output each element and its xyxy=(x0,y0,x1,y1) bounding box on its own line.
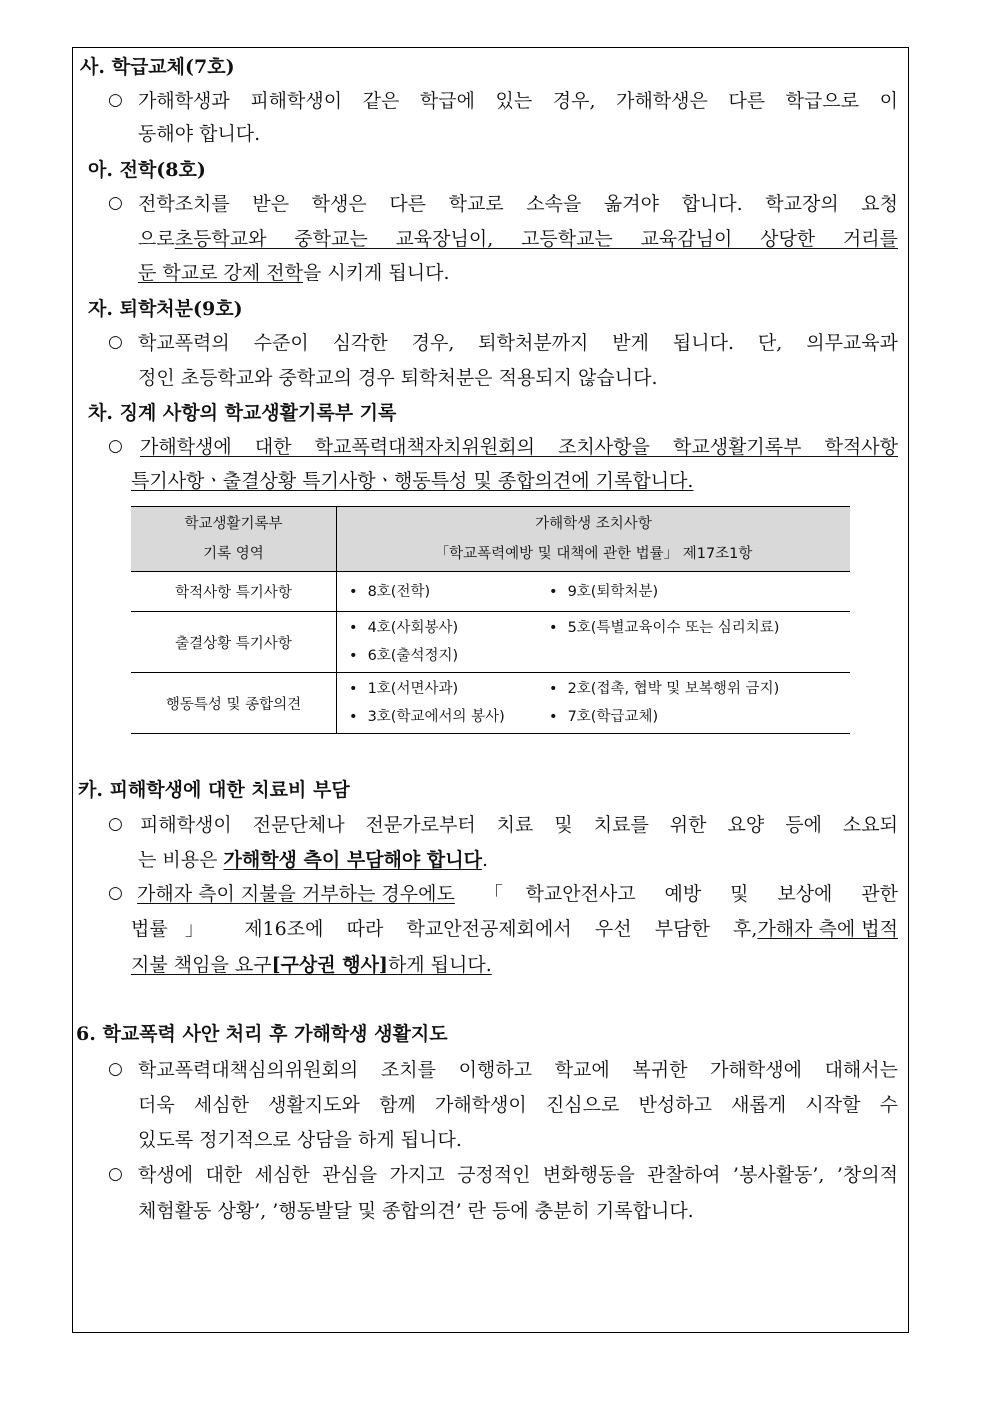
table-cell-items xyxy=(337,612,851,673)
bullet-circle: ○ xyxy=(108,814,123,834)
text-refusal-2 xyxy=(131,914,898,941)
text-transfer-2-pre: 으로 xyxy=(138,228,175,250)
table-item: • 7호(학급교체) xyxy=(549,706,850,728)
text-expulsion-2: 정인 초등학교와 중학교의 경우 퇴학처분은 적용되지 않습니다. xyxy=(138,367,658,389)
text-class-change-2: 동해야 합니다. xyxy=(138,123,261,145)
text-expulsion-1: 학교폭력의 수준이 심각한 경우, 퇴학처분까지 받게 됩니다. 단, 의무교육과 xyxy=(138,332,898,354)
bullet-circle: ○ xyxy=(108,332,123,352)
text-treatment-1: 피해학생이 전문단체나 전문가로부터 치료 및 치료를 위한 요양 등에 소요되 xyxy=(140,814,898,836)
table-item: • 6호(출석정지) xyxy=(349,645,549,667)
table-item: • 2호(접촉, 협박 및 보복행위 금지) xyxy=(549,678,850,700)
table-item: • 3호(학교에서의 봉사) xyxy=(349,706,549,728)
text-transfer-2 xyxy=(138,224,898,251)
text-transfer-1: 전학조치를 받은 학생은 다른 학교로 소속을 옮겨야 합니다. 학교장의 요청 xyxy=(138,193,898,215)
table-cell-area: 행동특성 및 종합의견 xyxy=(131,673,337,734)
bullet-circle: ○ xyxy=(108,193,123,213)
text-guidance-3: 있도록 정기적으로 상담을 하게 됩니다. xyxy=(138,1129,462,1151)
text-treatment-2-pre: 는 비용은 xyxy=(138,849,224,871)
table-header-area-line1: 학교생활기록부 xyxy=(184,516,283,532)
text-class-change-1: 가해학생과 피해학생이 같은 학급에 있는 경우, 가해학생은 다른 학급으로 이 xyxy=(138,90,898,112)
table-cell-area: 출결상황 특기사항 xyxy=(131,612,337,673)
text-refusal-1-post: 「학교안전사고 예방 및 보상에 관한 xyxy=(454,883,898,905)
text-transfer-3 xyxy=(138,258,450,285)
table-item: • 1호(서면사과) xyxy=(349,678,549,700)
table-row xyxy=(131,572,850,612)
text-treatment-2-post: . xyxy=(481,849,488,871)
text-refusal-3 xyxy=(131,950,492,977)
text-refusal-1-underlined: 가해자 측이 지불을 거부하는 경우에도 xyxy=(137,883,455,905)
text-refusal-3-bold: [구상권 행사] xyxy=(271,954,388,976)
table-header-measures xyxy=(337,507,851,572)
table-cell-items xyxy=(337,572,851,612)
text-record-2: 특기사항ㆍ출결상황 특기사항ㆍ행동특성 및 종합의견에 기록합니다. xyxy=(131,470,694,492)
heading-transfer: 아. 전학(8호) xyxy=(88,159,206,181)
table-header-measures-line2: 「학교폭력예방 및 대책에 관한 법률」 제17조1항 xyxy=(434,546,753,562)
text-transfer-3-post: 을 시키게 됩니다. xyxy=(302,262,450,284)
text-refusal-2-pre: 법률」 제16조에 따라 학교안전공제회에서 우선 부담한 후, xyxy=(131,918,758,940)
heading-record: 차. 징계 사항의 학교생활기록부 기록 xyxy=(88,402,397,424)
table-item: • 5호(특별교육이수 또는 심리치료) xyxy=(549,617,850,639)
heading-expulsion: 자. 퇴학처분(9호) xyxy=(88,298,243,320)
record-table xyxy=(131,506,850,734)
table-row xyxy=(131,612,850,673)
table-item: • 8호(전학) xyxy=(349,581,549,603)
table-header-area-line2: 기록 영역 xyxy=(203,546,264,562)
table-row xyxy=(131,673,850,734)
heading-class-change: 사. 학급교체(7호) xyxy=(80,56,235,78)
text-guidance-4: 학생에 대한 세심한 관심을 가지고 긍정적인 변화행동을 관찰하여 ’봉사활동’, ’창의적 xyxy=(138,1164,898,1186)
text-transfer-2-underlined: 초등학교와 중학교는 교육장님이, 고등학교는 교육감님이 상당한 거리를 xyxy=(174,228,898,250)
text-treatment-2-bold: 가해학생 측이 부담해야 합니다 xyxy=(223,849,482,871)
text-guidance-5: 체험활동 상황’, ’행동발달 및 종합의견’ 란 등에 충분히 기록합니다. xyxy=(138,1200,694,1222)
table-header-area xyxy=(131,507,337,572)
table-cell-area: 학적사항 특기사항 xyxy=(131,572,337,612)
bullet-circle: ○ xyxy=(108,1059,123,1079)
text-refusal-2-underlined: 가해자 측에 법적 xyxy=(757,918,898,940)
text-treatment-2 xyxy=(138,845,488,872)
text-transfer-3-underlined: 둔 학교로 강제 전학 xyxy=(138,262,303,284)
bullet-circle: ○ xyxy=(108,1164,123,1184)
text-refusal-3-a: 지불 책임을 요구 xyxy=(131,954,272,976)
text-guidance-2: 더욱 세심한 생활지도와 함께 가해학생이 진심으로 반성하고 새롭게 시작할 수 xyxy=(138,1094,898,1116)
text-refusal-3-b: 하게 됩니다. xyxy=(387,954,492,976)
table-item: • 4호(사회봉사) xyxy=(349,617,549,639)
bullet-circle: ○ xyxy=(108,883,123,903)
table-header-row xyxy=(131,507,850,572)
heading-guidance: 6. 학교폭력 사안 처리 후 가해학생 생활지도 xyxy=(76,1023,448,1045)
heading-treatment-cost: 카. 피해학생에 대한 치료비 부담 xyxy=(78,779,350,801)
text-guidance-1: 학교폭력대책심의위원회의 조치를 이행하고 학교에 복귀한 가해학생에 대해서는 xyxy=(138,1059,898,1081)
table-header-measures-line1: 가해학생 조치사항 xyxy=(535,516,652,532)
text-record-1: 가해학생에 대한 학교폭력대책자치위원회의 조치사항을 학교생활기록부 학적사항 xyxy=(140,436,898,458)
text-refusal-1 xyxy=(137,879,898,906)
bullet-circle: ○ xyxy=(108,90,123,110)
table-item: • 9호(퇴학처분) xyxy=(549,581,850,603)
bullet-circle: ○ xyxy=(108,436,123,456)
table-cell-items xyxy=(337,673,851,734)
